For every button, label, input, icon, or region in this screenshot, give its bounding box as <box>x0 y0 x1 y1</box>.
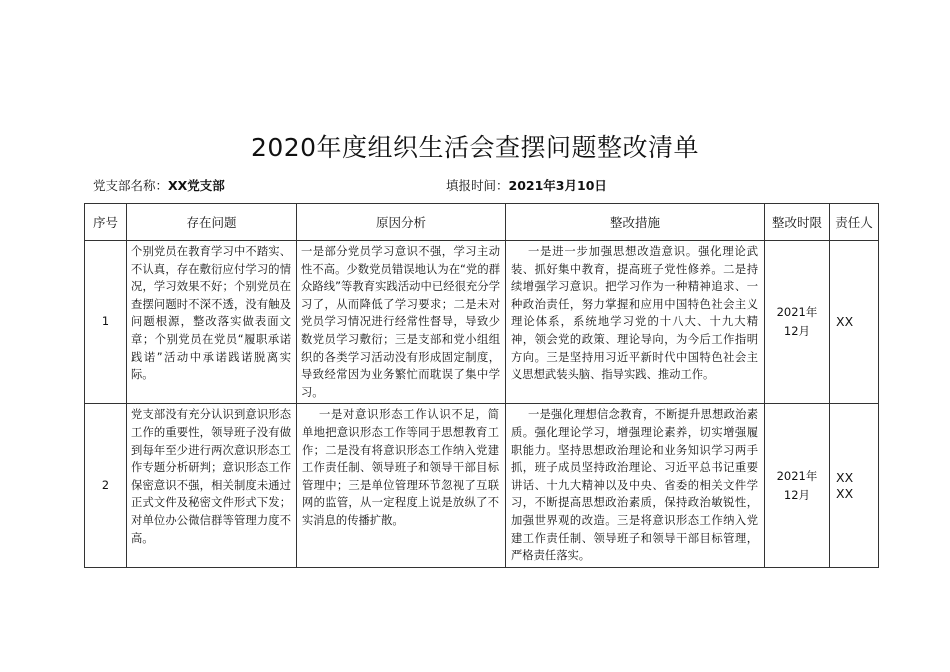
problem-cell: 个别党员在教育学习中不踏实、不认真，存在敷衍应付学习的情况，学习效果不好；个别党员在查摆问题时不深不透，没有触及问题根源，整改落实做表面文章；个别党员在党员“履职承诺践诺”活动中承诺践诺脱离实际。 <box>127 241 297 404</box>
header-measure: 整改措施 <box>506 204 765 241</box>
owner-name: XX <box>836 485 854 501</box>
deadline-month: 12月 <box>783 324 811 339</box>
deadline-cell <box>765 404 830 567</box>
measure-cell: 一是强化理想信念教育，不断提升思想政治素质。强化理论学习，增强理论素养，切实增强履职能力。坚持思想政治理论和业务知识学习两手抓，班子成员坚持政治理论、习近平总书记重要讲话、十九大精神以及中央、省委的相关文件学习，不断提高思想政治素质，保持政治敏锐性，加强世界观的改造。三是将意识形态工作纳入党建工作责任制、领导班子和领导干部目标管理，严格责任落实。 <box>506 404 765 567</box>
owner-cell <box>830 241 879 404</box>
header-cause: 原因分析 <box>297 204 506 241</box>
rectification-table <box>84 203 879 568</box>
table-header-row <box>85 204 879 241</box>
fill-date-field <box>446 176 607 194</box>
owner-name: XX <box>836 469 854 485</box>
row-number: 1 <box>85 241 127 404</box>
owner-name: XX <box>836 314 854 330</box>
row-number: 2 <box>85 404 127 567</box>
fill-date-value: 2021年3月10日 <box>508 178 607 193</box>
problem-cell: 党支部没有充分认识到意识形态工作的重要性，领导班子没有做到每年至少进行两次意识形态工作专题分析研判；意识形态工作保密意识不强，相关制度未通过正式文件及秘密文件形式下发；对单位办公微信群等管理力度不高。 <box>127 404 297 567</box>
header-problem: 存在问题 <box>127 204 297 241</box>
cause-cell: 一是对意识形态工作认识不足，简单地把意识形态工作等同于思想教育工作；二是没有将意识形态工作纳入党建工作责任制、领导班子和领导干部目标管理中；三是单位管理环节忽视了互联网的监管，从一定程度上说是放纵了不实消息的传播扩散。 <box>297 404 506 567</box>
header-owner: 责任人 <box>830 204 879 241</box>
branch-name-field <box>93 176 225 194</box>
deadline-year: 2021年 <box>776 305 818 320</box>
branch-name-value: XX党支部 <box>168 178 225 193</box>
deadline-year: 2021年 <box>776 468 818 483</box>
page-title: 2020年度组织生活会查摆问题整改清单 <box>250 133 700 162</box>
owner-cell <box>830 404 879 567</box>
branch-name-label: 党支部名称： <box>93 178 169 193</box>
fill-date-label: 填报时间： <box>446 178 509 193</box>
table-row <box>85 241 879 404</box>
header-no: 序号 <box>85 204 127 241</box>
table-row <box>85 404 879 567</box>
measure-cell: 一是进一步加强思想改造意识。强化理论武装、抓好集中教育，提高班子党性修养。二是持续增强学习意识。把学习作为一种精神追求、一种政治责任，努力掌握和应用中国特色社会主义理论体系，系统地学习党的十八大、十九大精神，领会党的政策、理论导向，为今后工作指明方向。三是坚持用习近平新时代中国特色社会主义思想武装头脑、指导实践、推动工作。 <box>506 241 765 404</box>
cause-cell: 一是部分党员学习意识不强，学习主动性不高。少数党员错误地认为在“党的群众路线”等教育实践活动中已经很充分学习了，从而降低了学习要求；二是未对党员学习情况进行经常性督导，导致少数党员学习敷衍；三是支部和党小组组织的各类学习活动没有形成固定制度，导致经常因为业务繁忙而耽误了集中学习。 <box>297 241 506 404</box>
deadline-month: 12月 <box>783 487 811 502</box>
deadline-cell <box>765 241 830 404</box>
header-deadline: 整改时限 <box>765 204 830 241</box>
